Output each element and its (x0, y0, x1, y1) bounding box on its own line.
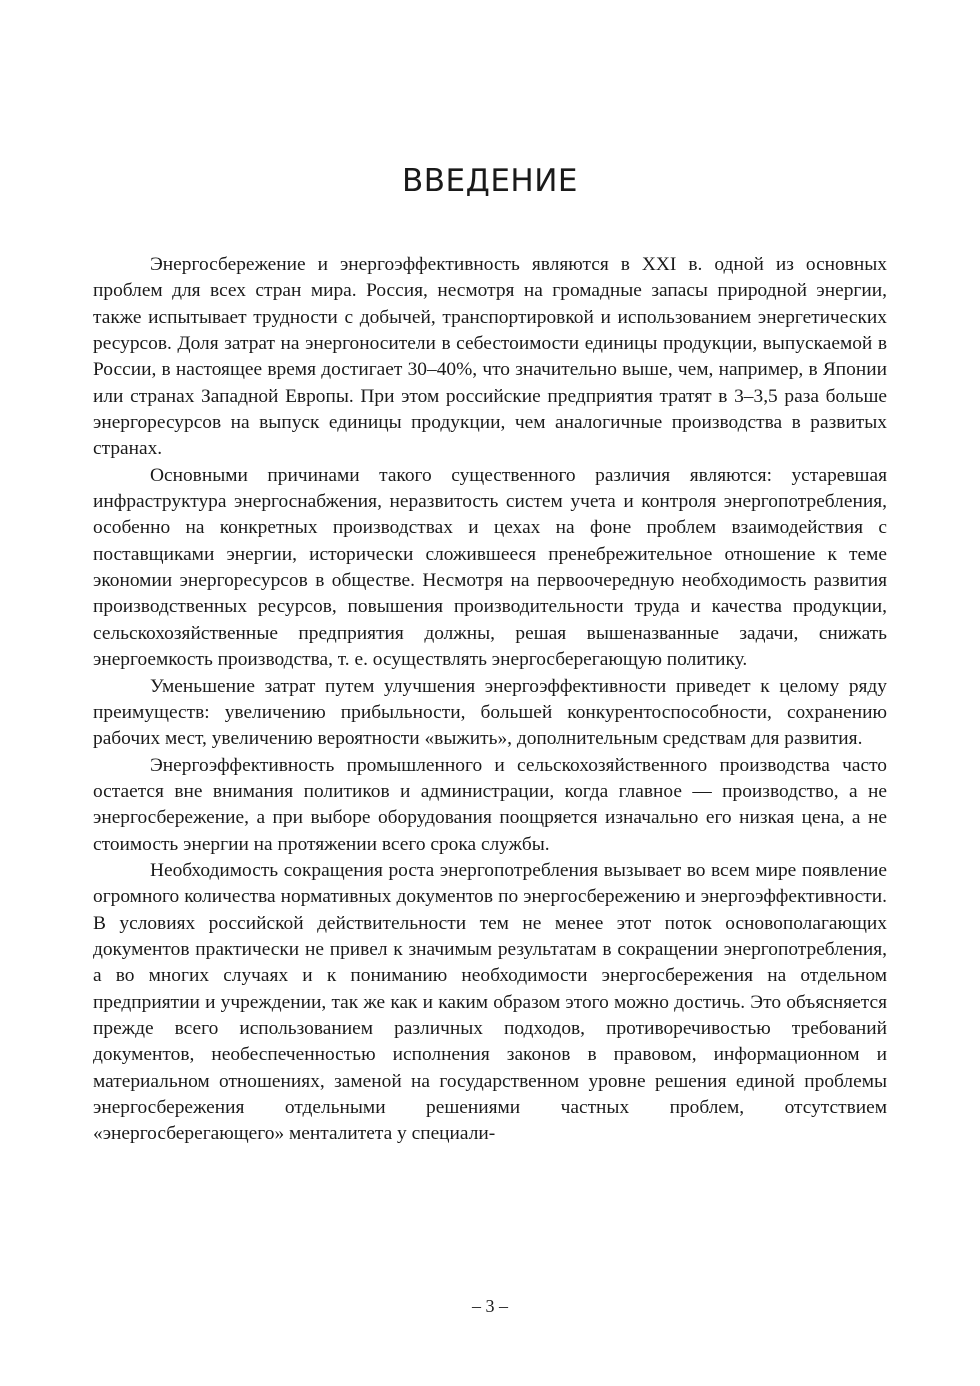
paragraph: Энергоэффективность промышленного и сельскохозяйственного производства часто остается вне внимания политиков и администрации, когда главное — производство, а не энергосбережение, а при выборе оборудования поощряется изначально его низкая цена, а не стоимость энергии на протяжении всего срока службы. (93, 754, 887, 855)
paragraph: Основными причинами такого существенного различия являются: устаревшая инфраструктура энергоснабжения, неразвитость систем учета и контроля энергопотребления, особенно на конкретных производствах и цехах на фоне проблем взаимодействия с поставщиками энергии, исторически сложившееся пренебрежительное отношение к теме экономии энергоресурсов в обществе. Несмотря на первоочередную необходимость развития производственных ресурсов, повышения производительности труда и качества продукции, сельскохозяйственные предприятия должны, решая вышеназванные задачи, снижать энергоемкость производства, т. е. осуществлять энергосберегающую политику. (93, 464, 887, 671)
body-text (93, 252, 887, 1148)
document-page (93, 0, 887, 1386)
paragraph: Уменьшение затрат путем улучшения энергоэффективности приведет к целому ряду преимуществ: увеличению прибыльности, большей конкурентоспособности, сохранению рабочих мест, увеличению вероятности «выжить», дополнительным средствам для развития. (93, 675, 887, 750)
page-number: – 3 – (472, 1296, 508, 1316)
paragraph: Энергосбережение и энергоэффективность являются в XXI в. одной из основных проблем для всех стран мира. Россия, несмотря на громадные запасы природной энергии, также испытывает трудности с добычей, транспортировкой и использованием энергетических ресурсов. Доля затрат на энергоносители в себестоимости единицы продукции, выпускаемой в России, в настоящее время достигает 30–40%, что значительно выше, чем, например, в Японии или странах Западной Европы. При этом российские предприятия тратят в 3–3,5 раза больше энергоресурсов на выпуск единицы продукции, чем аналогичные производства в развитых странах. (93, 254, 887, 460)
page-title: ВВЕДЕНИЕ (401, 163, 578, 199)
paragraph: Необходимость сокращения роста энергопотребления вызывает во всем мире появление огромного количества нормативных документов по энергосбережению и энергоэффективности. В условиях российской действительности тем не менее этот поток основополагающих документов практически не привел к значимым результатам в сокращении энергопотребления, а во многих случаях и к пониманию необходимости энергосбережения на отдельном предприятии и учреждении, так же как и каким образом этого можно достичь. Это объясняется прежде всего использованием различных подходов, противоречивостью требований документов, необеспеченностью исполнения законов в правовом, информационном и материальном отношениях, заменой на государственном уровне решения единой проблемы энергосбережения отдельными решениями частных проблем, отсутствием «энергосберегающего» менталитета у специали- (93, 859, 887, 1145)
